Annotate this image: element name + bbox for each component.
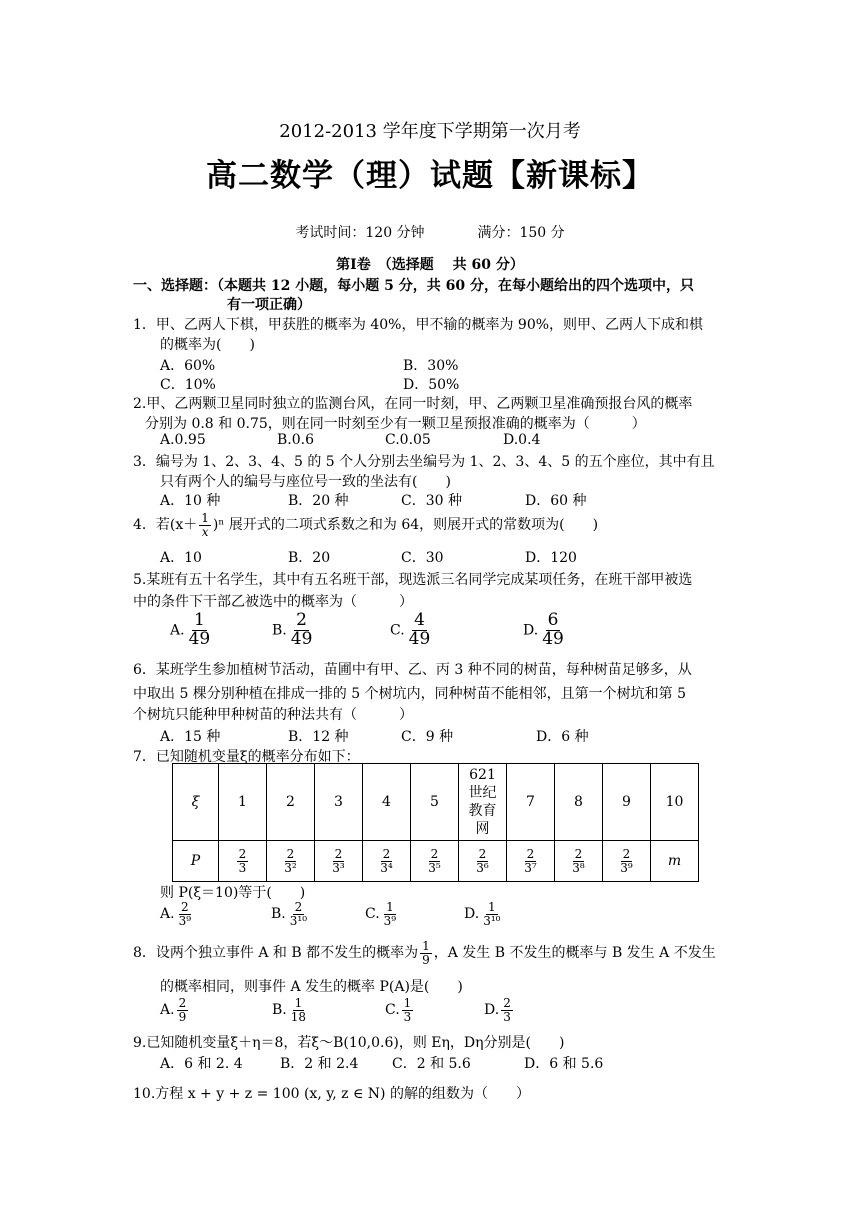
q7-prob-cell: [219, 841, 267, 882]
q7-distribution-table: [172, 763, 699, 882]
q4-fraction: [199, 512, 211, 538]
q7-value-cell: 5: [411, 764, 459, 841]
q8-d-label: D.: [484, 1002, 500, 1019]
q6-option-d: D．6 种: [536, 729, 589, 745]
volume-heading: 第Ⅰ卷 （选择题 共 60 分）: [336, 257, 524, 273]
q7-prob-den: 3⁶: [476, 860, 489, 875]
q1-stem-line1: 1．甲、乙两人下棋，甲获胜的概率为 40%，甲不输的概率为 90%，则甲、乙两人下成和棋: [133, 317, 704, 333]
q7-d-num: 1: [488, 900, 496, 914]
q7-value-cell: 621 世纪 教育 网: [459, 764, 507, 841]
q7-option-d: [464, 901, 504, 927]
q6-option-b: B．12 种: [288, 729, 349, 745]
q6-stem-line1: 6．某班学生参加植树节活动，苗圃中有甲、乙、丙 3 种不同的树苗，每种树苗足够多，从: [133, 662, 692, 678]
q1-option-a: A．60%: [160, 358, 216, 374]
q7-a-num: 2: [180, 900, 189, 914]
q7-d-label: D.: [464, 906, 480, 923]
q7-prob-cell: [411, 841, 459, 882]
q8-c-label: C.: [385, 1002, 400, 1019]
q7-c-num: 1: [386, 900, 394, 914]
q7-question: 则 P(ξ＝10)等于( ): [160, 885, 306, 901]
q7-prob-den: 3²: [284, 860, 297, 875]
q7-prob-cell: [507, 841, 555, 882]
q8-a-den: 9: [178, 1009, 187, 1024]
q2-option-d: D.0.4: [503, 432, 541, 448]
q7-prob-cell: [555, 841, 603, 882]
q5-d-den: 49: [542, 628, 564, 649]
q5-c-num: 4: [414, 610, 425, 630]
q7-prob-den: 3⁹: [620, 860, 633, 875]
q7-prob-cell: [603, 841, 651, 882]
q7-value-cell: 3: [315, 764, 363, 841]
q2-option-b: B.0.6: [277, 432, 315, 448]
q8-stem-post: ，A 发生 B 不发生的概率与 B 发生 A 不发生: [433, 945, 716, 962]
q1-option-b: B．30%: [403, 358, 459, 374]
q7-value-cell: 9: [603, 764, 651, 841]
q9-stem: 9.已知随机变量ξ＋η＝8，若ξ～B(10,0.6)，则 Eη，Dη分别是( ): [133, 1035, 565, 1051]
q5-c-label: C.: [390, 622, 405, 639]
q3-option-a: A．10 种: [160, 493, 221, 509]
q7-c-den: 3⁹: [383, 913, 397, 928]
q7-stem: 7．已知随机变量ξ的概率分布如下：: [133, 749, 360, 765]
q8-stem-pre: 8．设两个独立事件 A 和 B 都不发生的概率为: [133, 945, 419, 962]
q7-prob-num: 2: [334, 846, 343, 861]
q8-c-den: 3: [403, 1009, 412, 1024]
q7-head-p: P: [173, 841, 219, 882]
q6-option-c: C．9 种: [401, 729, 454, 745]
q7-prob-num: 2: [238, 846, 247, 861]
q8-c-num: 1: [403, 996, 412, 1010]
q7-value-cell: 10: [651, 764, 699, 841]
q2-option-c: C.0.05: [385, 432, 431, 448]
q4-option-a: A．10: [160, 550, 202, 566]
q5-b-label: B.: [272, 622, 287, 639]
section-title-line1: 一、选择题：（本题共 12 小题，每小题 5 分，共 60 分，在每小题给出的四个选项中，只: [133, 278, 694, 294]
q5-b-num: 2: [296, 610, 307, 630]
q8-option-a: [160, 997, 190, 1023]
q2-stem-line1: 2.甲、乙两颗卫星同时独立的监测台风，在同一时刻，甲、乙两颗卫星准确预报台风的概率: [133, 396, 693, 412]
q7-value-cell: 1: [219, 764, 267, 841]
q8-b-label: B.: [272, 1002, 287, 1019]
q5-option-a: [170, 612, 214, 649]
q7-prob-cell: [267, 841, 315, 882]
q3-option-d: D．60 种: [525, 493, 587, 509]
q4-stem: [133, 512, 598, 538]
q7-prob-den: 3³: [332, 860, 345, 875]
q7-b-den: 3¹⁰: [289, 913, 308, 928]
q4-option-c: C．30: [401, 550, 444, 566]
q7-prob-den: 3⁵: [428, 860, 441, 875]
q8-stem-line2: 的概率相同，则事件 A 发生的概率 P(A)是( ): [160, 979, 463, 995]
q5-a-num: 1: [193, 610, 205, 630]
q7-option-b: [271, 901, 311, 927]
exam-subtitle: 2012-2013 学年度下学期第一次月考: [279, 121, 581, 142]
q5-stem-line2: 中的条件下干部乙被选中的概率为（ ）: [133, 594, 413, 610]
q10-stem: 10.方程 x + y + z = 100 (x, y, z ∈ N) 的解的组数为（ ）: [133, 1086, 530, 1102]
q8-option-c: [385, 997, 415, 1023]
q4-frac-num: 1: [201, 511, 209, 525]
q7-prob-num: 2: [622, 846, 631, 861]
q7-d-den: 3¹⁰: [483, 913, 501, 928]
q5-option-d: [523, 612, 568, 649]
q7-a-den: 3⁹: [178, 913, 192, 928]
q2-option-a: A.0.95: [160, 432, 206, 448]
q5-a-den: 49: [188, 628, 211, 649]
q7-row-values: [173, 764, 699, 841]
q7-prob-den: 3⁷: [524, 860, 537, 875]
exam-time: 考试时间：120 分钟: [295, 225, 425, 241]
q7-prob-den: 3: [238, 860, 247, 875]
q5-c-den: 49: [408, 628, 431, 649]
q8-frac-den: 9: [422, 952, 430, 967]
q9-option-c: C．2 和 5.6: [392, 1056, 471, 1072]
q8-option-d: [484, 997, 515, 1023]
q6-stem-line2: 中取出 5 棵分别种植在排成一排的 5 个树坑内，同种树苗不能相邻，且第一个树坑和第 5: [133, 686, 686, 702]
q4-option-d: D．120: [525, 550, 577, 566]
q5-option-b: [272, 612, 316, 649]
q4-stem-post: )ⁿ 展开式的二项式系数之和为 64，则展开式的常数项为( ): [212, 517, 599, 534]
q2-stem-line2: 分别为 0.8 和 0.75，则在同一时刻至少有一颗卫星预报准确的概率为（ ）: [145, 416, 646, 432]
q8-b-num: 1: [294, 996, 303, 1010]
q7-value-cell: 4: [363, 764, 411, 841]
q9-option-b: B．2 和 2.4: [280, 1056, 359, 1072]
q5-d-num: 6: [547, 610, 559, 630]
q5-stem-line1: 5.某班有五十名学生，其中有五名班干部，现选派三名同学完成某项任务，在班干部甲被选: [133, 572, 693, 588]
q7-value-cell: 8: [555, 764, 603, 841]
q7-option-c: [365, 901, 400, 927]
q1-option-c: C．10%: [160, 377, 216, 393]
q4-frac-den: x: [201, 524, 209, 539]
q7-prob-den: 3⁸: [572, 860, 585, 875]
exam-info: [0, 222, 860, 242]
q3-stem-line1: 3．编号为 1、2、3、4、5 的 5 个人分别去坐编号为 1、2、3、4、5 的五个座位，其中有且: [133, 454, 715, 470]
q4-option-b: B．20: [288, 550, 331, 566]
q7-b-num: 2: [294, 900, 303, 914]
q5-option-c: [390, 612, 434, 649]
q7-value-cell: 2: [267, 764, 315, 841]
q7-prob-cell: [363, 841, 411, 882]
q7-a-label: A.: [160, 906, 175, 923]
q7-c-label: C.: [365, 906, 380, 923]
q7-prob-cell: [459, 841, 507, 882]
q3-option-c: C．30 种: [401, 493, 462, 509]
q8-d-num: 2: [503, 996, 511, 1010]
q5-d-label: D.: [523, 622, 539, 639]
q8-a-num: 2: [178, 996, 187, 1010]
q7-prob-num: 2: [478, 846, 487, 861]
q7-b-label: B.: [271, 906, 286, 923]
q9-option-d: D．6 和 5.6: [524, 1056, 604, 1072]
q6-option-a: A．15 种: [160, 729, 221, 745]
q3-stem-line2: 只有两个人的编号与座位号一致的坐法有( ): [160, 474, 451, 490]
q3-option-b: B．20 种: [288, 493, 349, 509]
q7-prob-cell: [315, 841, 363, 882]
q7-value-cell: 7: [507, 764, 555, 841]
q8-option-b: [272, 997, 310, 1023]
q7-prob-num: 2: [286, 846, 295, 861]
q7-prob-num: 2: [382, 846, 391, 861]
q6-stem-line3: 个树坑只能种甲种树苗的种法共有（ ）: [133, 707, 413, 723]
q7-prob-num: 2: [430, 846, 439, 861]
q8-d-den: 3: [503, 1009, 511, 1024]
q8-frac-num: 1: [422, 939, 430, 953]
q7-prob-den: 3⁴: [380, 860, 393, 875]
q1-option-d: D．50%: [403, 377, 460, 393]
q8-a-label: A.: [160, 1002, 175, 1019]
q7-head-xi: ξ: [173, 764, 219, 841]
q8-b-den: 18: [290, 1009, 307, 1024]
q7-prob-last: m: [651, 841, 699, 882]
q5-b-den: 49: [290, 628, 313, 649]
exam-score: 满分：150 分: [477, 225, 565, 241]
q1-stem-line2: 的概率为( ): [160, 337, 255, 353]
q8-stem-line1: [133, 940, 716, 966]
exam-title: 高二数学（理）试题【新课标】: [206, 158, 654, 194]
q9-option-a: A．6 和 2. 4: [160, 1056, 243, 1072]
q7-option-a: [160, 901, 195, 927]
q7-prob-num: 2: [526, 846, 535, 861]
q7-row-probs: [173, 841, 699, 882]
q7-prob-num: 2: [574, 846, 583, 861]
section-title-line2: 有一项正确）: [227, 297, 311, 313]
q4-stem-pre: 4．若(x＋: [133, 517, 198, 534]
q5-a-label: A.: [170, 622, 185, 639]
